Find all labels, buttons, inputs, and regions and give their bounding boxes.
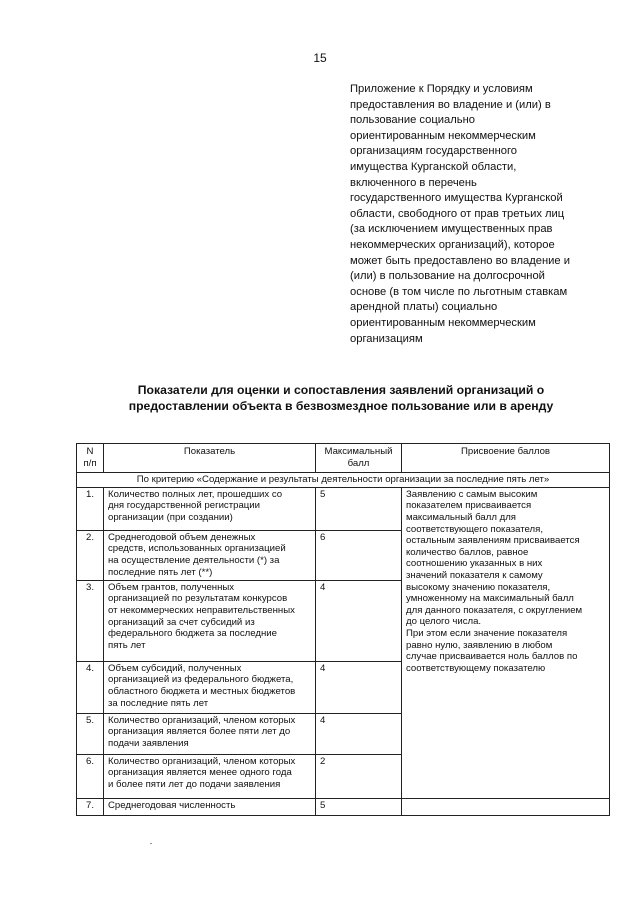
indicator-line: областного бюджета и местных бюджетов — [108, 685, 296, 697]
indicator-name — [104, 530, 316, 580]
indicator-line: организации (при создании) — [108, 511, 233, 523]
page-number: 15 — [313, 51, 327, 65]
header-max-score: Максимальный балл — [316, 444, 402, 473]
appendix-line: организациям государственного — [350, 145, 518, 158]
appendix-line: некоммерческих организаций), которое — [350, 238, 555, 251]
indicator-line: Объем субсидий, полученных — [108, 662, 242, 674]
row-number: 1. — [77, 487, 104, 530]
scoring-line: соответствующего показателя, — [406, 523, 543, 535]
scoring-line: равно нулю, заявлению в любом — [406, 639, 553, 651]
scoring-line: соотношению указанных в них — [406, 558, 543, 570]
max-score: 5 — [316, 798, 402, 815]
indicator-name — [104, 754, 316, 798]
indicators-table — [76, 443, 610, 816]
title-line: Показатели для оценки и сопоставления заявлений организаций о — [137, 383, 545, 397]
indicator-line: и более пяти лет до подачи заявления — [108, 778, 281, 790]
appendix-line: пользование социально — [350, 114, 475, 127]
scoring-cell-empty — [402, 798, 610, 815]
appendix-line: государственного имущества Курганской — [350, 192, 563, 205]
row-number: 4. — [77, 661, 104, 713]
indicator-line: пять лет — [108, 639, 146, 651]
scoring-line: максимальный балл для — [406, 511, 517, 523]
indicator-name — [104, 580, 316, 661]
max-score: 5 — [316, 487, 402, 530]
scoring-line: умноженному на максимальный балл — [406, 593, 574, 605]
indicator-line: Количество организаций, членом которых — [108, 755, 296, 767]
scoring-line: до целого числа. — [406, 616, 482, 628]
indicator-line: средств, использованных организацией — [108, 543, 286, 555]
scoring-line: высокому значению показателя, — [406, 581, 551, 593]
indicator-line: организацией из федерального бюджета, — [108, 674, 294, 686]
scoring-line: значений показателя к самому — [406, 569, 543, 581]
indicator-name — [104, 661, 316, 713]
indicator-line: федерального бюджета за последние — [108, 628, 277, 640]
scoring-line: соответствующему показателю — [406, 662, 546, 674]
header-indicator: Показатель — [104, 444, 316, 473]
indicator-line: Количество полных лет, прошедших со — [108, 488, 283, 500]
indicator-line: Количество организаций, членом которых — [108, 714, 296, 726]
indicator-line: Среднегодовой объем денежных — [108, 531, 256, 543]
appendix-line: ориентированным некоммерческим — [350, 129, 536, 142]
table-row — [77, 798, 610, 815]
indicator-line: организация является менее одного года — [108, 767, 292, 779]
appendix-line: может быть предоставлено во владение и — [350, 254, 570, 267]
title-line: предоставлении объекта в безвозмездное пользование или в аренду — [128, 399, 554, 413]
max-score: 4 — [316, 661, 402, 713]
row-number: 2. — [77, 530, 104, 580]
appendix-line: Приложение к Порядку и условиям — [350, 83, 533, 95]
criterion-row — [77, 473, 610, 488]
appendix-reference — [350, 82, 612, 347]
row-number: 5. — [77, 713, 104, 754]
indicator-line: организаций за счет субсидий из — [108, 616, 255, 628]
scoring-line: для данного показателя, с округлением — [406, 604, 583, 616]
scan-mark — [150, 843, 152, 844]
criterion-text: По критерию «Содержание и результаты деятельности организации за последние пять лет» — [77, 473, 610, 488]
indicator-line: организацией по результатам конкурсов — [108, 593, 288, 605]
scoring-method — [402, 487, 610, 798]
indicator-line: Среднегодовая численность — [108, 799, 236, 811]
document-title — [70, 382, 612, 414]
indicator-line: Объем грантов, полученных — [108, 581, 235, 593]
max-score: 4 — [316, 713, 402, 754]
max-score: 2 — [316, 754, 402, 798]
row-number: 6. — [77, 754, 104, 798]
scoring-line: Заявлению с самым высоким — [406, 488, 538, 500]
indicator-name — [104, 713, 316, 754]
max-score: 4 — [316, 580, 402, 661]
table-row — [77, 487, 610, 530]
scoring-line: остальным заявлениям присваивается — [406, 535, 580, 547]
indicator-line: за последние пять лет — [108, 697, 209, 709]
scoring-line: показателем присваивается — [406, 500, 532, 512]
appendix-line: ориентированным некоммерческим — [350, 316, 536, 329]
appendix-line: области, свободного от прав третьих лиц — [350, 207, 565, 220]
indicator-line: подачи заявления — [108, 737, 189, 749]
row-number: 7. — [77, 798, 104, 815]
appendix-line: предоставления во владение и (или) в — [350, 98, 551, 111]
scoring-line: количество баллов, равное — [406, 546, 529, 558]
indicator-line: организация является более пяти лет до — [108, 726, 291, 738]
appendix-line: организациям — [350, 332, 423, 345]
scoring-line: случае присваивается ноль баллов по — [406, 651, 578, 663]
appendix-line: (за исключением имущественных прав — [350, 223, 553, 236]
max-score: 6 — [316, 530, 402, 580]
appendix-line: включенного в перечень — [350, 176, 477, 189]
header-number: N п/п — [77, 444, 104, 473]
appendix-line: имущества Курганской области, — [350, 160, 517, 173]
indicator-name — [104, 798, 316, 815]
row-number: 3. — [77, 580, 104, 661]
indicator-line: дня государственной регистрации — [108, 500, 261, 512]
appendix-line: основе (в том числе по льготным ставкам — [350, 285, 568, 298]
indicator-line: на осуществление деятельности (*) за — [108, 554, 280, 566]
scoring-line: При этом если значение показателя — [406, 627, 568, 639]
appendix-line: арендной платы) социально — [350, 301, 498, 314]
indicator-line: от некоммерческих неправительственных — [108, 604, 295, 616]
indicator-line: последние пять лет (**) — [108, 566, 213, 578]
indicator-name — [104, 487, 316, 530]
table-header-row — [77, 444, 610, 473]
appendix-line: (или) в пользование на долгосрочной — [350, 270, 545, 283]
header-scoring: Присвоение баллов — [402, 444, 610, 473]
